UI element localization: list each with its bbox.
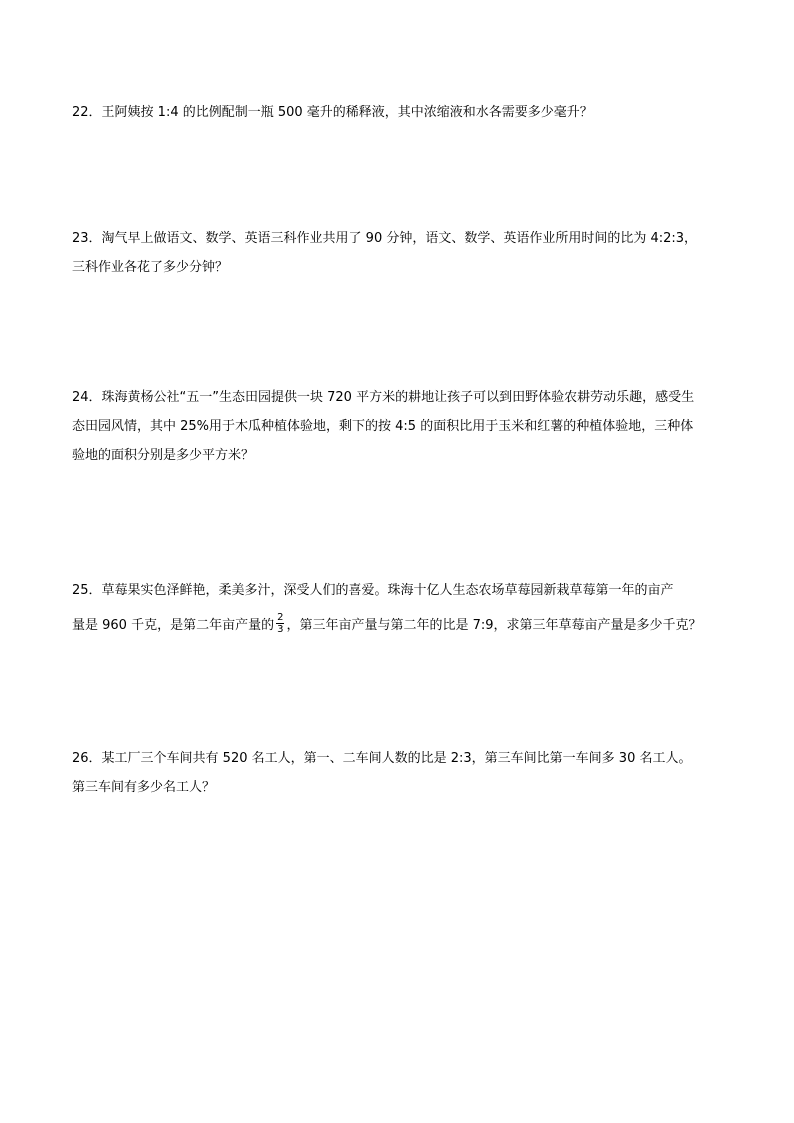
question-24-line-1: 24．珠海黄杨公社“五一”生态田园提供一块 720 平方米的耕地让孩子可以到田野体验农耕劳动乐趣，感受生 xyxy=(72,390,695,405)
question-25-line-2 xyxy=(72,611,732,640)
question-22 xyxy=(72,98,732,127)
fraction-two-thirds xyxy=(276,612,284,635)
question-22-line-1: 22．王阿姨按 1:4 的比例配制一瓶 500 毫升的稀释液，其中浓缩液和水各需要多少毫升？ xyxy=(72,105,593,120)
fraction-numerator: 2 xyxy=(277,612,284,623)
question-23-line-2: 三科作业各花了多少分钟？ xyxy=(72,260,229,275)
question-26-line-1: 26．某工厂三个车间共有 520 名工人，第一、二车间人数的比是 2:3，第三车间比第一车间多 30 名工人。 xyxy=(72,751,692,766)
question-25-line-2-after: ，第三年亩产量与第二年的比是 7:9，求第三年草莓亩产量是多少千克？ xyxy=(286,618,702,633)
question-25-line-1: 25．草莓果实色泽鲜艳，柔美多汁，深受人们的喜爱。珠海十亿人生态农场草莓园新栽草莓第一年的亩产 xyxy=(72,583,674,598)
question-25 xyxy=(72,576,732,640)
question-24-line-2: 态田园风情，其中 25%用于木瓜种植体验地，剩下的按 4:5 的面积比用于玉米和红薯的种植体验地，三种体 xyxy=(72,419,694,434)
question-24 xyxy=(72,383,732,470)
question-23 xyxy=(72,224,732,282)
question-25-line-2-before: 量是 960 千克，是第二年亩产量的 xyxy=(72,618,275,633)
question-24-line-3: 验地的面积分别是多少平方米？ xyxy=(72,448,255,463)
fraction-denominator: 3 xyxy=(277,624,284,635)
question-26-line-2: 第三车间有多少名工人？ xyxy=(72,780,216,795)
question-23-line-1: 23．淘气早上做语文、数学、英语三科作业共用了 90 分钟，语文、数学、英语作业所用时间的比为 4:2:3， xyxy=(72,231,698,246)
question-26 xyxy=(72,744,732,802)
